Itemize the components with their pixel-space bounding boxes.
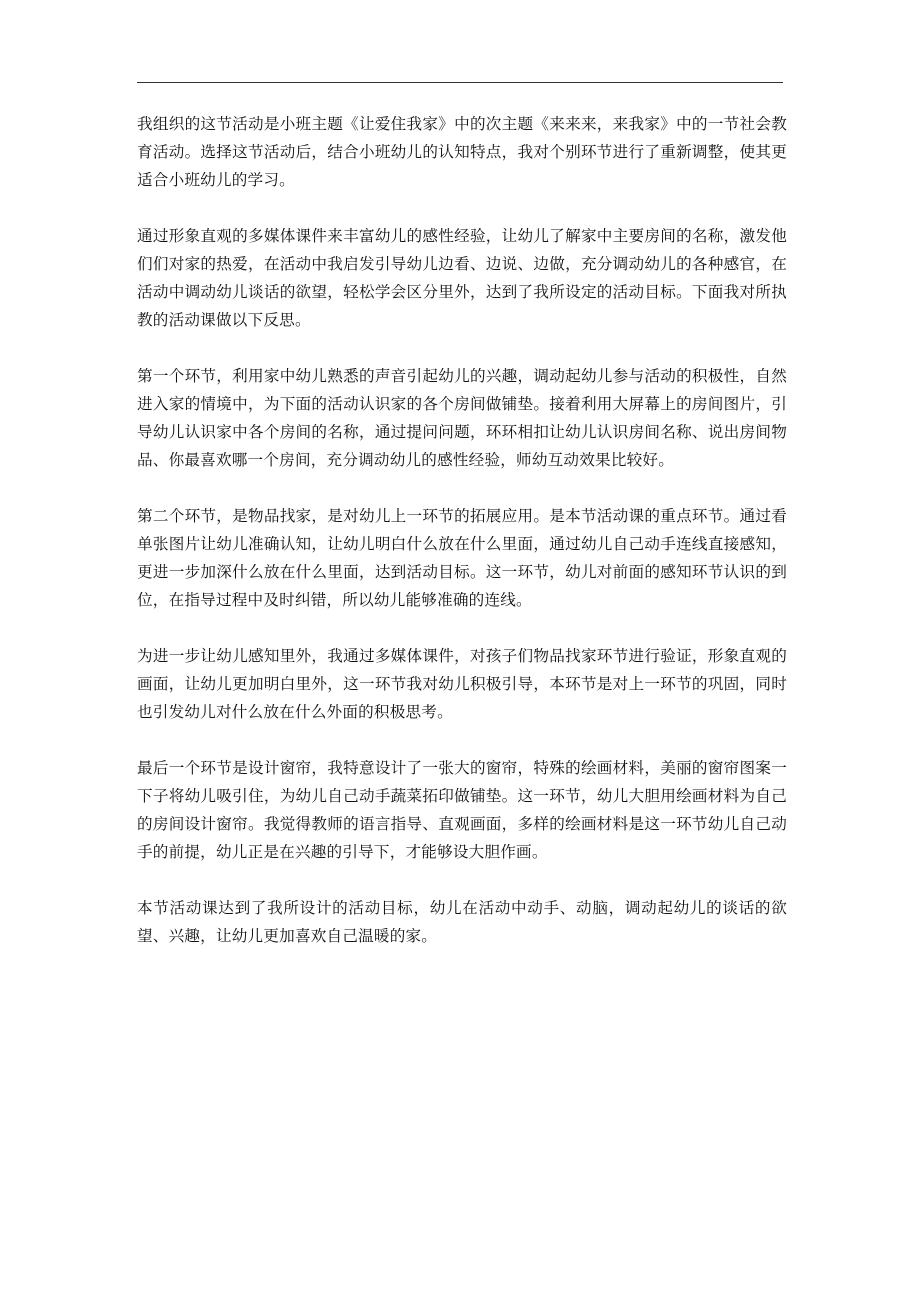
paragraph-5: 为进一步让幼儿感知里外，我通过多媒体课件，对孩子们物品找家环节进行验证，形象直观的画面，让幼儿更加明白里外，这一环节我对幼儿积极引导，本环节是对上一环节的巩固，同时也引发幼儿对什么放在什么外面的积极思考。 bbox=[137, 647, 787, 721]
paragraph-1: 我组织的这节活动是小班主题《让爱住我家》中的次主题《来来来，来我家》中的一节社会教育活动。选择这节活动后，结合小班幼儿的认知特点，我对个别环节进行了重新调整，使其更适合小班幼儿的学习。 bbox=[137, 115, 787, 189]
header-rule bbox=[137, 82, 783, 83]
paragraph-4: 第二个环节，是物品找家，是对幼儿上一环节的拓展应用。是本节活动课的重点环节。通过看单张图片让幼儿准确认知，让幼儿明白什么放在什么里面，通过幼儿自己动手连线直接感知，更进一步加深什么放在什么里面，达到活动目标。这一环节，幼儿对前面的感知环节认识的到位，在指导过程中及时纠错，所以幼儿能够准确的连线。 bbox=[137, 507, 787, 609]
paragraph-3: 第一个环节，利用家中幼儿熟悉的声音引起幼儿的兴趣，调动起幼儿参与活动的积极性，自然进入家的情境中，为下面的活动认识家的各个房间做铺垫。接着利用大屏幕上的房间图片，引导幼儿认识家中各个房间的名称，通过提问问题，环环相扣让幼儿认识房间名称、说出房间物品、你最喜欢哪一个房间，充分调动幼儿的感性经验，师幼互动效果比较好。 bbox=[137, 367, 787, 469]
paragraph-2: 通过形象直观的多媒体课件来丰富幼儿的感性经验，让幼儿了解家中主要房间的名称，激发他们们对家的热爱，在活动中我启发引导幼儿边看、边说、边做，充分调动幼儿的各种感官，在活动中调动幼儿谈话的欲望，轻松学会区分里外，达到了我所设定的活动目标。下面我对所执教的活动课做以下反思。 bbox=[137, 227, 787, 329]
document-body bbox=[137, 110, 787, 978]
paragraph-6: 最后一个环节是设计窗帘，我特意设计了一张大的窗帘，特殊的绘画材料，美丽的窗帘图案一下子将幼儿吸引住，为幼儿自己动手蔬菜拓印做铺垫。这一环节，幼儿大胆用绘画材料为自己的房间设计窗帘。我觉得教师的语言指导、直观画面，多样的绘画材料是这一环节幼儿自己动手的前提，幼儿正是在兴趣的引导下，才能够设大胆作画。 bbox=[137, 759, 787, 861]
paragraph-7: 本节活动课达到了我所设计的活动目标，幼儿在活动中动手、动脑，调动起幼儿的谈话的欲望、兴趣，让幼儿更加喜欢自己温暖的家。 bbox=[137, 899, 787, 945]
